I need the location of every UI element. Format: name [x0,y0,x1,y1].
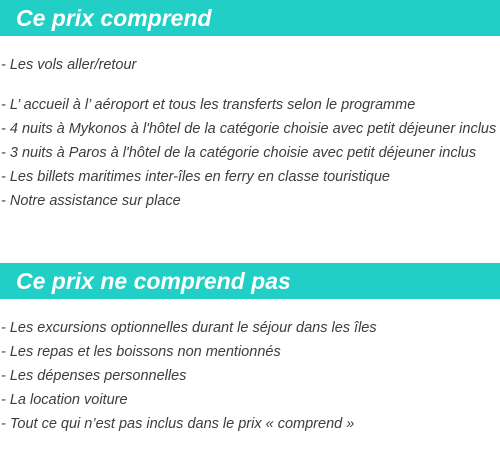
included-item: - 3 nuits à Paros à l'hôtel de la catégorie choisie avec petit déjeuner inclus [1,145,477,161]
excluded-item: - Les excursions optionnelles durant le séjour dans les îles [1,320,377,336]
included-item: - Les vols aller/retour [1,57,137,73]
included-section-title: Ce prix comprend [16,5,212,31]
excluded-item: - Tout ce qui n’est pas inclus dans le prix « comprend » [1,416,355,432]
included-item: - L’ accueil à l’ aéroport et tous les transferts selon le programme [1,97,416,113]
included-item: - 4 nuits à Mykonos à l'hôtel de la catégorie choisie avec petit déjeuner inclus [1,121,497,137]
included-item: - Les billets maritimes inter-îles en ferry en classe touristique [1,169,390,185]
excluded-item: - Les repas et les boissons non mentionnés [1,344,281,360]
included-item: - Notre assistance sur place [1,193,181,209]
excluded-section-title: Ce prix ne comprend pas [16,268,291,294]
included-section-header [0,0,500,36]
excluded-item: - La location voiture [1,392,128,408]
excluded-item: - Les dépenses personnelles [1,368,187,384]
excluded-section-header [0,263,500,299]
